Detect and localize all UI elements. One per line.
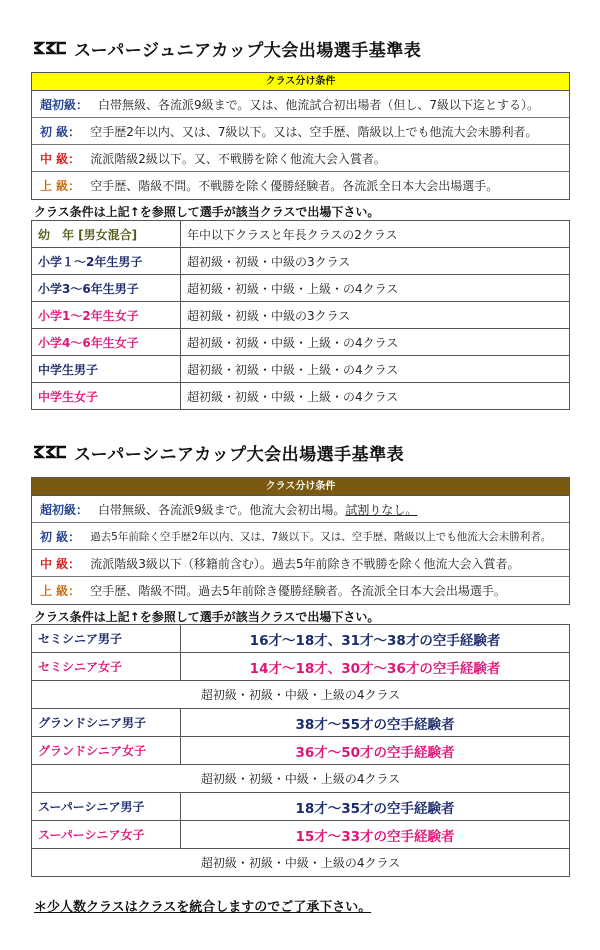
category-cell: スーパーシニア男子 bbox=[32, 793, 181, 821]
levels-cell: 超初級・初級・中級・上級の4クラス bbox=[32, 765, 570, 793]
table-row bbox=[32, 709, 570, 737]
senior-conditions-header: クラス分け条件 bbox=[32, 478, 569, 496]
table-row bbox=[32, 737, 570, 765]
cond-text: 空手歴、階級不問。不戦勝を除く優勝経験者。各流派全日本大会出場選手。 bbox=[90, 179, 499, 193]
junior-cond-row bbox=[32, 91, 569, 118]
cond-text: 白帯無級、各流派9級まで。他流大会初出場。 bbox=[98, 502, 346, 517]
classes-cell: 超初級・初級・中級・上級・の4クラス bbox=[181, 275, 570, 302]
cond-extra-text: 試割りなし。 bbox=[345, 502, 418, 517]
table-row bbox=[32, 356, 570, 383]
category-cell: 小学4～6年生女子 bbox=[32, 329, 181, 356]
cond-text: 流派階級3級以下（移籍前含む）。過去5年前除き不戦勝を除く他流大会入賞者。 bbox=[90, 556, 520, 571]
category-cell: セミシニア男子 bbox=[32, 625, 181, 653]
senior-cond-row bbox=[32, 550, 569, 577]
cond-level-label: 初 級： bbox=[40, 529, 81, 544]
senior-cond-row bbox=[32, 577, 569, 604]
junior-cond-row bbox=[32, 118, 569, 145]
senior-conditions-box bbox=[31, 477, 570, 605]
category-cell: スーパーシニア女子 bbox=[32, 821, 181, 849]
junior-title: スーパージュニアカップ大会出場選手基準表 bbox=[74, 40, 422, 61]
junior-conditions-header: クラス分け条件 bbox=[32, 73, 569, 91]
senior-cond-row bbox=[32, 496, 569, 523]
age-requirement-cell: 38才～55才の空手経験者 bbox=[181, 709, 570, 737]
ssc-logo-icon bbox=[32, 444, 68, 460]
category-cell: グランドシニア女子 bbox=[32, 737, 181, 765]
table-row bbox=[32, 275, 570, 302]
classes-cell: 超初級・初級・中級の3クラス bbox=[181, 302, 570, 329]
category-cell: 小学１～2年生男子 bbox=[32, 248, 181, 275]
junior-note: クラス条件は上記↑を参照して選手が該当クラスで出場下さい。 bbox=[34, 205, 380, 219]
table-row bbox=[32, 653, 570, 681]
senior-title-row bbox=[32, 437, 404, 467]
senior-title: スーパーシニアカップ大会出場選手基準表 bbox=[74, 444, 405, 465]
classes-cell: 超初級・初級・中級・上級・の4クラス bbox=[181, 356, 570, 383]
age-requirement-cell: 36才～50才の空手経験者 bbox=[181, 737, 570, 765]
junior-title-row bbox=[32, 33, 421, 63]
junior-cond-row bbox=[32, 172, 569, 199]
category-cell: グランドシニア男子 bbox=[32, 709, 181, 737]
junior-conditions-box bbox=[31, 72, 570, 200]
classes-cell: 年中以下クラスと年長クラスの2クラス bbox=[181, 221, 570, 248]
category-cell: 小学1～2年生女子 bbox=[32, 302, 181, 329]
table-row bbox=[32, 765, 570, 793]
junior-class-table bbox=[31, 220, 570, 410]
footer-note: ＊少人数クラスはクラスを統合しますのでご了承下さい。 bbox=[34, 900, 372, 915]
ssc-logo-icon bbox=[32, 40, 68, 56]
cond-level-label: 超初級： bbox=[40, 97, 89, 112]
age-requirement-cell: 16才～18才、31才～38才の空手経験者 bbox=[181, 625, 570, 653]
table-row bbox=[32, 793, 570, 821]
cond-level-label: 上 級： bbox=[40, 179, 81, 193]
senior-note: クラス条件は上記↑を参照して選手が該当クラスで出場下さい。 bbox=[34, 610, 380, 624]
category-cell: 幼 年 [男女混合] bbox=[32, 221, 181, 248]
cond-level-label: 中 級： bbox=[40, 151, 81, 166]
cond-level-label: 上 級： bbox=[40, 584, 81, 598]
category-cell: 中学生男子 bbox=[32, 356, 181, 383]
age-requirement-cell: 18才～35才の空手経験者 bbox=[181, 793, 570, 821]
senior-cond-row bbox=[32, 523, 569, 550]
table-row bbox=[32, 821, 570, 849]
table-row bbox=[32, 302, 570, 329]
cond-text: 空手歴、階級不問。過去5年前除き優勝経験者。各流派全日本大会出場選手。 bbox=[90, 584, 506, 598]
category-cell: 中学生女子 bbox=[32, 383, 181, 410]
classes-cell: 超初級・初級・中級・上級・の4クラス bbox=[181, 383, 570, 410]
table-row bbox=[32, 681, 570, 709]
cond-text: 空手歴2年以内、又は、7級以下。又は、空手歴、階級以上でも他流大会未勝利者。 bbox=[90, 124, 538, 139]
classes-cell: 超初級・初級・中級の3クラス bbox=[181, 248, 570, 275]
senior-class-table bbox=[31, 624, 570, 877]
category-cell: セミシニア女子 bbox=[32, 653, 181, 681]
table-row bbox=[32, 221, 570, 248]
levels-cell: 超初級・初級・中級・上級の4クラス bbox=[32, 681, 570, 709]
classes-cell: 超初級・初級・中級・上級・の4クラス bbox=[181, 329, 570, 356]
levels-cell: 超初級・初級・中級・上級の4クラス bbox=[32, 849, 570, 877]
category-cell: 小学3～6年生男子 bbox=[32, 275, 181, 302]
cond-text: 流派階級2級以下。又、不戦勝を除く他流大会入賞者。 bbox=[90, 151, 386, 166]
age-requirement-cell: 14才～18才、30才～36才の空手経験者 bbox=[181, 653, 570, 681]
cond-level-label: 超初級： bbox=[40, 502, 89, 517]
table-row bbox=[32, 849, 570, 877]
cond-level-label: 中 級： bbox=[40, 556, 81, 571]
table-row bbox=[32, 383, 570, 410]
table-row bbox=[32, 248, 570, 275]
cond-text: 過去5年前除く空手歴2年以内、又は、7級以下。又は、空手歴、階級以上でも他流大会未勝利者。 bbox=[90, 530, 552, 543]
cond-level-label: 初 級： bbox=[40, 124, 81, 139]
table-row bbox=[32, 329, 570, 356]
table-row bbox=[32, 625, 570, 653]
cond-text: 白帯無級、各流派9級まで。又は、他流試合初出場者（但し、7級以下迄とする）。 bbox=[98, 97, 540, 112]
junior-cond-row bbox=[32, 145, 569, 172]
age-requirement-cell: 15才～33才の空手経験者 bbox=[181, 821, 570, 849]
